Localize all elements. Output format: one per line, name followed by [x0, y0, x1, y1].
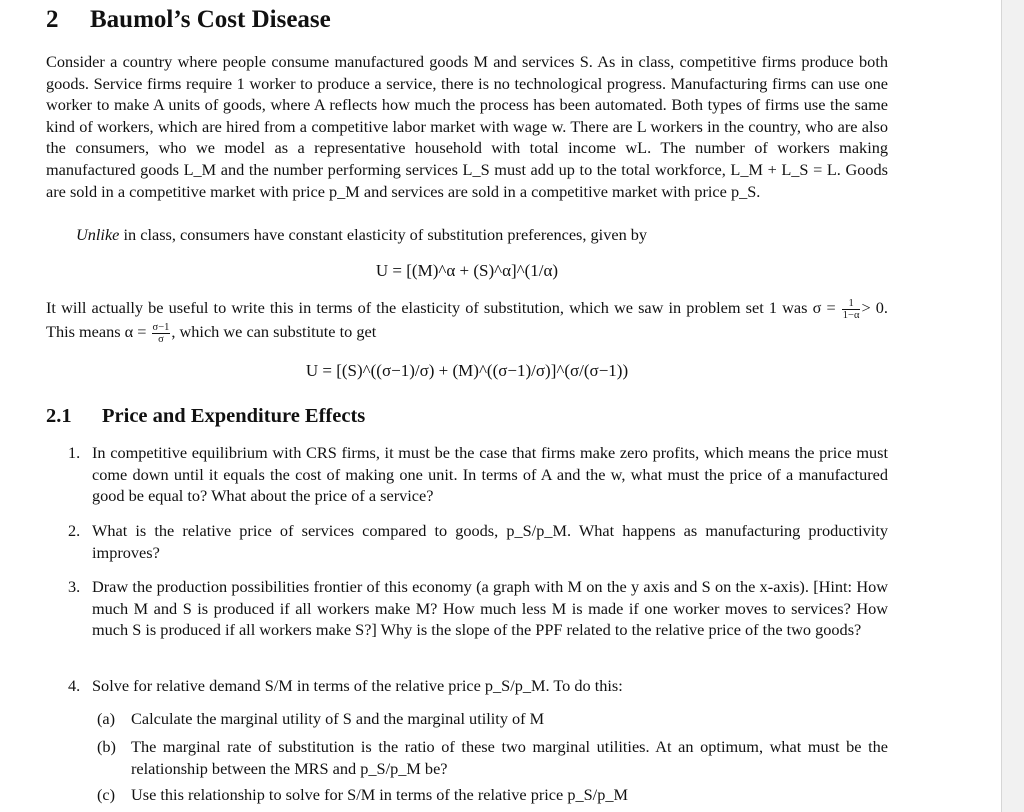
subsection-heading — [46, 405, 365, 428]
section-title: Baumol’s Cost Disease — [90, 6, 331, 33]
preferences-text: in class, consumers have constant elasticity of substitution preferences, given by — [123, 225, 648, 244]
subquestion-b-label: (b) — [97, 737, 116, 756]
question-1-text: In competitive equilibrium with CRS firms, it must be the case that firms make zero profits, which means the price must come down until it equals the cost of making one unit. In terms of A and the w, what must the price of a manufactured good be equal to? What about the price of a service? — [92, 443, 888, 506]
page-edge-scroll-area[interactable] — [1001, 0, 1024, 812]
subquestion-a-label: (a) — [97, 709, 116, 728]
question-4-text: Solve for relative demand S/M in terms of the relative price p_S/p_M. To do this: — [92, 676, 623, 695]
intro-paragraph: Consider a country where people consume manufactured goods M and services S. As in class, competitive firms produce both goods. Service firms require 1 worker to produce a service, there is no technological progress. Manufacturing firms can use one worker to make A units of goods, where A reflects how much the process has been automated. Both types of firms use the same kind of workers, which are hired from a competitive labor market with wage w. There are L workers in the country, who are also the consumers, who we model as a representative household with total income wL. The number of workers making manufactured goods L_M and the number performing services L_S must add up to the total workforce, L_M + L_S = L. Goods are sold in a competitive market with price p_M and services are sold in a competitive market with price p_S. — [46, 52, 888, 201]
elasticity-paragraph — [46, 297, 888, 345]
elasticity-text-a: It will actually be useful to write this in terms of the elasticity of substitution, which we saw in problem set 1 was σ = — [46, 298, 841, 317]
alpha-fraction-numerator: σ−1 — [152, 321, 170, 333]
sigma-fraction-denominator: 1−α — [842, 309, 860, 321]
unlike-emphasis: Unlike — [76, 225, 120, 244]
question-2-text: What is the relative price of services compared to goods, p_S/p_M. What happens as manufacturing productivity improves? — [92, 521, 888, 562]
sigma-fraction — [842, 298, 861, 321]
section-heading — [46, 6, 331, 34]
elasticity-text-c: , which we can substitute to get — [171, 321, 377, 341]
subsection-number: 2.1 — [46, 405, 72, 427]
question-3-text: Draw the production possibilities frontier of this economy (a graph with M on the y axis and S on the x-axis). [Hint: How much M and S is produced if all workers make M? How much less M is made if one worker moves to services? How much S is produced if all workers make S?] Why is the slope of the PPF related to the relative price of the two goods? — [92, 577, 888, 640]
question-4 — [68, 675, 888, 697]
subquestion-b — [97, 736, 888, 779]
subquestion-c-text: Use this relationship to solve for S/M in terms of the relative price p_S/p_M — [131, 785, 628, 804]
subsection-title: Price and Expenditure Effects — [102, 405, 366, 427]
question-1-number: 1. — [68, 443, 81, 462]
utility-equation: U = [(M)^α + (S)^α]^(1/α) — [375, 261, 559, 280]
subquestion-b-text: The marginal rate of substitution is the ratio of these two marginal utilities. At an optimum, what must be the relationship between the MRS and p_S/p_M be? — [131, 737, 888, 778]
subquestion-a — [97, 708, 888, 730]
section-number: 2 — [46, 6, 59, 33]
substituted-utility-equation: U = [(S)^((σ−1)/σ) + (M)^((σ−1)/σ)]^(σ/(σ−1)) — [305, 361, 629, 380]
subquestion-a-text: Calculate the marginal utility of S and the marginal utility of M — [131, 709, 545, 728]
subquestion-c — [97, 784, 888, 806]
question-3 — [68, 576, 888, 641]
alpha-fraction — [152, 322, 171, 345]
question-2 — [68, 520, 888, 563]
preferences-paragraph — [46, 224, 888, 246]
subquestion-c-label: (c) — [97, 785, 116, 804]
question-1 — [68, 442, 888, 507]
question-4-number: 4. — [68, 676, 81, 695]
sigma-fraction-numerator: 1 — [842, 298, 861, 310]
alpha-fraction-denominator: σ — [158, 333, 164, 345]
elasticity-text-b: > 0. This means α = — [46, 298, 888, 341]
question-3-number: 3. — [68, 577, 81, 596]
question-2-number: 2. — [68, 521, 81, 540]
